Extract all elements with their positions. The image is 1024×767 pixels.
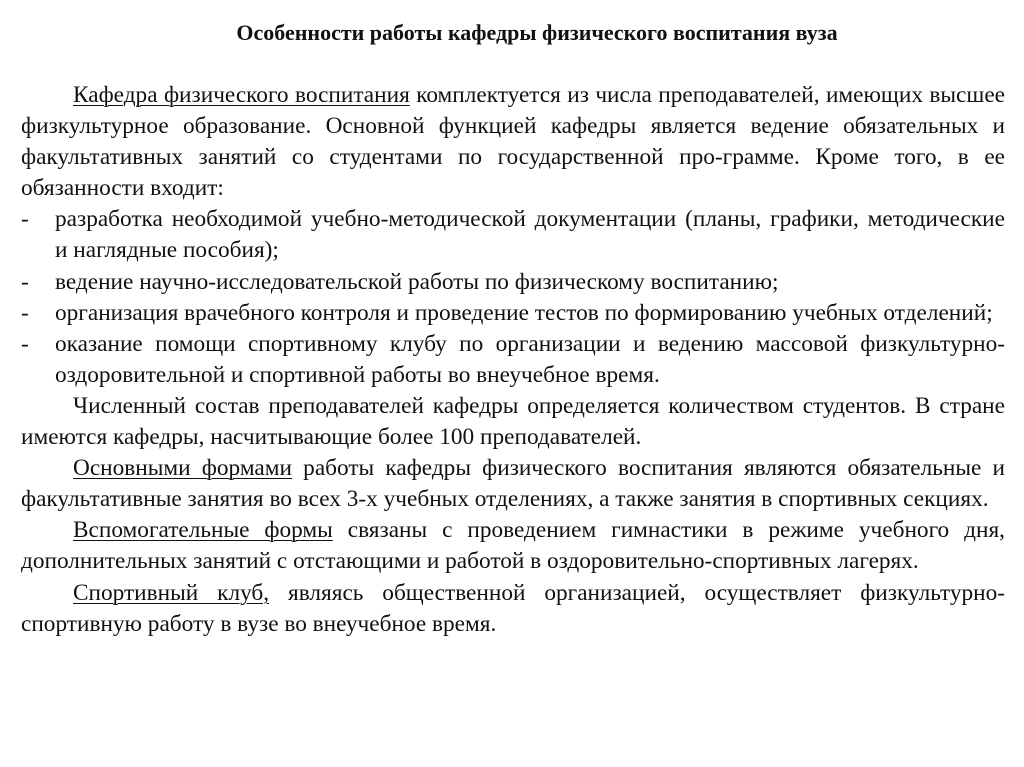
list-item (21, 329, 1005, 391)
paragraph-auxiliary-forms (21, 515, 1005, 577)
paragraph-main-forms (21, 453, 1005, 515)
paragraph-sports-club-text: являясь общественной организацией, осуществляет физкультурно-спортивную работу в вузе во внеучебное время. (21, 579, 1005, 637)
paragraph-department (21, 80, 1005, 204)
list-item-text: разработка необходимой учебно-методической документации (планы, графики, методические и наглядные пособия); (55, 206, 1005, 264)
list-dash: - (21, 330, 29, 357)
list-item-text: ведение научно-исследовательской работы по физическому воспитанию; (55, 268, 779, 295)
list-dash: - (21, 268, 29, 295)
term-auxiliary-forms: Вспомогательные формы (73, 517, 333, 544)
document-title: Особенности работы кафедры физического воспитания вуза (236, 20, 838, 45)
list-item-text: оказание помощи спортивному клубу по организации и ведению массовой физкультурно-оздоровительной и спортивной работы во внеучебное время. (55, 330, 1005, 388)
list-item (21, 204, 1005, 266)
document-body (21, 80, 1005, 640)
list-item (21, 298, 1005, 329)
term-department: Кафедра физического воспитания (73, 82, 410, 108)
list-item (21, 267, 1005, 298)
paragraph-sports-club (21, 578, 1005, 640)
list-dash: - (21, 206, 29, 233)
term-sports-club: Спортивный клуб, (73, 579, 270, 606)
term-main-forms: Основными формами (73, 455, 292, 482)
paragraph-department-text: комплектуется из числа преподавателей, имеющих высшее физкультурное образование. Основной функцией кафедры является ведение обязательных и факультативных занятий со студентами по государственной про-грамме. Кроме того, в ее обязанности входит: (21, 82, 1005, 202)
list-item-text: организация врачебного контроля и проведение тестов по формированию учебных отделений; (55, 299, 993, 326)
paragraph-auxiliary-forms-text: связаны с проведением гимнастики в режиме учебного дня, дополнительных занятий с отстающими и работой в оздоровительно-спортивных лагерях. (21, 517, 1005, 575)
list-dash: - (21, 299, 29, 326)
paragraph-main-forms-text: работы кафедры физического воспитания являются обязательные и факультативные занятия во всех 3-х учебных отделениях, а также занятия в спортивных секциях. (21, 455, 1005, 513)
paragraph-staff-size: Численный состав преподавателей кафедры определяется количеством студентов. В стране имеются кафедры, насчитывающие более 100 преподавателей. (21, 392, 1005, 451)
